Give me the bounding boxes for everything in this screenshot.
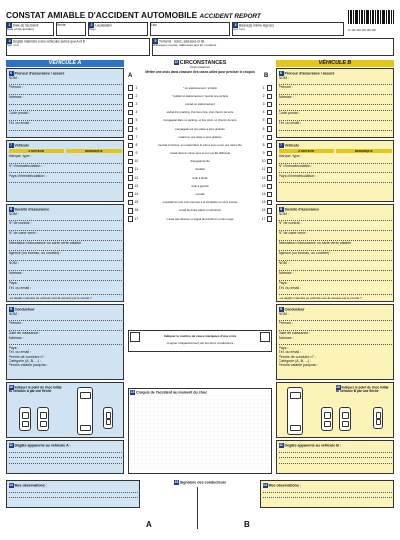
circumstance-row	[128, 141, 272, 149]
field-injuries-options: non / oui	[233, 27, 245, 31]
field-location-label: Localisation	[95, 23, 112, 28]
circumstance-number-right: 16	[261, 208, 266, 213]
vehicle-a-vehicle[interactable]: 7 Véhicule A MOTEUR REMORQUE Marque, type : N° d'immatriculation : Pays d'immatriculation :	[6, 140, 124, 202]
circumstances-list	[128, 84, 272, 223]
circumstance-row	[128, 100, 272, 108]
circumstance-number-right: 12	[261, 175, 266, 180]
circumstance-checkbox-b[interactable]	[267, 175, 272, 180]
field-witnesses-label-en: Witnesses: names, addresses and tel. numbers	[153, 43, 217, 47]
vehicle-b-impact-title: Indiquer le point de choc initial au véhicule B par une flèche	[335, 384, 389, 393]
circumstance-label: * quittait un stationnement / ouvrait une portière	[171, 94, 229, 98]
vehicle-b-license-valid-label: Permis valable jusqu'au :	[278, 363, 319, 368]
vehicle-a-vehicle-title: Véhicule	[14, 142, 30, 147]
vehicle-a-driver-name-label: NOM :	[8, 311, 19, 316]
field-witnesses[interactable]: 5 Témoins : noms, adresses et tél. Witnesses: names, addresses and tel. numbers	[152, 38, 394, 56]
vehicle-b-license-label: Permis de conduire n° :	[278, 354, 316, 359]
vehicle-a-visible-damage[interactable]: 11 Dégâts apparents au véhicule A :	[6, 440, 124, 474]
circumstance-row	[128, 92, 272, 100]
circumstance-checkbox-b[interactable]	[267, 200, 272, 205]
vehicle-b-driver-address-label: Adresse :	[278, 335, 294, 340]
field-place-label: Lieu	[151, 23, 158, 27]
field-injuries-label: Blessé(s) même léger(s)	[239, 23, 274, 28]
circumstance-label: roulait dans le même sens et sur une file différente	[169, 152, 231, 156]
vehicle-a-phone-label: Tél. ou email :	[8, 121, 32, 126]
vehicle-b-make-label: Marque, type :	[278, 153, 302, 158]
barcode	[348, 10, 394, 30]
field-place[interactable]	[150, 22, 230, 36]
circumstance-number-right: 11	[261, 167, 266, 172]
vehicle-a-firstname-label: Prénom :	[8, 85, 24, 90]
circumstance-number-right: 6	[262, 126, 265, 131]
circumstance-row	[128, 125, 272, 133]
circumstance-number-left: 4	[135, 110, 138, 115]
count-box-b[interactable]	[260, 332, 270, 342]
circumstance-number-left: 7	[135, 134, 138, 139]
vehicle-a-greencard-label: N° de carte verte :	[8, 231, 38, 236]
circumstance-number-left: 14	[134, 192, 139, 197]
vehicle-a-agency-phone-label: Tél. ou email :	[8, 285, 32, 290]
field-date-label: Date de l'accident	[13, 23, 39, 28]
vehicle-a-postcode-label: Code postal :	[8, 111, 30, 116]
circumstance-number-right: 5	[262, 118, 265, 123]
vehicle-a-insurer-name-label: NOM :	[8, 211, 19, 216]
circumstance-number-right: 17	[261, 216, 266, 221]
circumstance-row	[128, 84, 272, 92]
vehicle-a-driver-title: Conducteur	[14, 306, 35, 311]
vehicle-a-damage-title: Dégâts apparents au véhicule A :	[14, 442, 71, 447]
vehicle-a-impact-title: Indiquer le point de choc initial au véhicule A par une flèche	[8, 384, 62, 393]
circumstance-row	[128, 133, 272, 141]
circumstance-row	[128, 166, 272, 174]
circumstance-number-right: 2	[262, 93, 265, 98]
vehicle-b-insurer[interactable]: 8 Société d'assurance NOM : N° de contrat : N° de carte verte : Attestation d'assurance ou carte verte valable Agence (ou bureau, ou courtier) : NOM : Adresse : Pays : Tél. ou email : Les dégâts matériels au véhicule sont-ils assurés par le contrat ?	[276, 204, 394, 302]
vehicle-b-insurer-name-label: NOM :	[278, 211, 289, 216]
circumstance-number-right: 14	[261, 192, 266, 197]
circumstance-number-left: 3	[135, 101, 138, 106]
circumstances-instruction: Mettre une croix dans chacune des cases utiles pour préciser le croquis	[145, 70, 255, 74]
circumstance-label: n'avait pas observé un signal de priorité ou un feu rouge	[166, 217, 234, 221]
circumstances-header: 12 CIRCONSTANCES Circumstances	[128, 60, 272, 70]
circumstance-checkbox-b[interactable]	[267, 159, 272, 164]
circumstance-checkbox-b[interactable]	[267, 151, 272, 156]
vehicle-b-driver-country-label: Pays :	[278, 345, 289, 350]
field-time[interactable]	[56, 22, 86, 36]
vehicle-a-car-rear-icon[interactable]	[37, 407, 49, 431]
vehicle-b-agency-country-label: Pays :	[278, 281, 289, 286]
circumstance-checkbox-b[interactable]	[267, 102, 272, 107]
vehicle-b-driver-phone-label: Tél. ou email :	[278, 350, 302, 355]
sign-warning: A signer obligatoirement par les deux conducteurs	[166, 341, 234, 345]
vehicle-a-policyholder[interactable]: 6 Preneur d'assurance / assuré NOM : Prénom : Adresse : Code postal : Tél. ou email :	[6, 68, 124, 138]
circumstance-label: sortait d'un parking, d'un lieu privé, d'un chemin de terre	[166, 111, 234, 115]
circumstance-checkbox-b[interactable]	[267, 143, 272, 148]
vehicle-b-motorbike-icon[interactable]	[373, 407, 383, 429]
field-time-label: Heure	[57, 23, 66, 27]
circumstance-number-right: 15	[261, 200, 266, 205]
vehicle-b-driver-firstname-label: Prénom :	[278, 321, 294, 326]
vehicle-b-greencard-label: N° de carte verte :	[278, 231, 308, 236]
vehicle-b-agency-name-label: NOM :	[278, 261, 289, 266]
vehicle-a-driver[interactable]: 9 Conducteur NOM : Prénom : Date de naissance : Adresse : Pays : Tél. ou email : Permis de conduire n° : Catégorie (A, B, ...) : Permis valable jusqu'au :	[6, 304, 124, 380]
circumstance-number-right: 10	[261, 159, 266, 164]
form-title-en: ACCIDENT REPORT	[199, 13, 261, 20]
vehicle-a-car-top-icon[interactable]	[77, 387, 93, 435]
vehicle-b-phone-label: Tél. ou email :	[278, 121, 302, 126]
vehicle-a-policyholder-title: Preneur d'assurance / assuré	[14, 70, 65, 75]
vehicle-a-category-label: Catégorie (A, B, ...) :	[8, 359, 42, 364]
vehicle-b-address-label: Adresse :	[278, 95, 294, 100]
circumstance-number-right: 4	[262, 110, 265, 115]
circumstance-number-left: 15	[134, 200, 139, 205]
circumstance-checkbox-b[interactable]	[267, 110, 272, 115]
vehicle-b-agency-label: Agence (ou bureau, ou courtier) :	[278, 251, 332, 256]
form-title-fr: CONSTAT AMIABLE D'ACCIDENT AUTOMOBILE	[6, 10, 198, 20]
circumstance-checkbox-b[interactable]	[267, 118, 272, 123]
field-country-label: Pays	[89, 27, 96, 31]
vehicle-b-name-label: NOM :	[278, 75, 289, 80]
sketch-grid	[130, 395, 270, 469]
circumstance-row	[128, 190, 272, 198]
vehicle-a-license-valid-label: Permis valable jusqu'au :	[8, 363, 49, 368]
circumstance-number-right: 1	[262, 85, 265, 90]
vehicle-a-agency-label: Agence (ou bureau, ou courtier) :	[8, 251, 62, 256]
vehicle-b-category-label: Catégorie (A, B, ...) :	[278, 359, 312, 364]
vehicle-a-motorbike-icon[interactable]	[103, 407, 113, 429]
vehicle-a-reg-country-label: Pays d'immatriculation :	[8, 173, 47, 178]
circumstance-label: prenait un stationnement	[185, 102, 215, 106]
circumstance-checkbox-b[interactable]	[267, 184, 272, 189]
circumstance-row	[128, 174, 272, 182]
vehicle-b-impact-point[interactable]: 10 Indiquer le point de choc initial au véhicule B par une flèche	[276, 382, 394, 438]
field-other-damage[interactable]: 4 Dégâts matériels à des véhicules autres que A et B non / oui	[6, 38, 150, 56]
vehicle-a-driver-dob-label: Date de naissance :	[8, 331, 41, 336]
vehicle-b-observations[interactable]: 14 Mes observations :	[260, 480, 394, 508]
circumstance-row	[128, 109, 272, 117]
signature-b-letter: B	[244, 520, 250, 529]
vehicle-b-header: VÉHICULE B	[276, 60, 394, 67]
vehicle-b-motor-label: A MOTEUR	[279, 149, 335, 153]
circumstance-row	[128, 207, 272, 215]
circumstance-number-left: 8	[135, 142, 138, 147]
vehicle-a-license-label: Permis de conduire n° :	[8, 354, 46, 359]
vehicle-b-vehicle-title: Véhicule	[284, 142, 300, 147]
vehicle-a-policy-label: N° de contrat :	[8, 221, 32, 226]
circumstance-label: venait de droite (dans un carrefour)	[179, 209, 221, 213]
vehicle-b-firstname-label: Prénom :	[278, 85, 294, 90]
vehicle-b-driver[interactable]: 9 Conducteur NOM : Prénom : Date de naissance : Adresse : Pays : Tél. ou email : Permis de conduire n° : Catégorie (A, B, ...) : Permis valable jusqu'au :	[276, 304, 394, 380]
field-witnesses-label: Témoins : noms, adresses et tél.	[159, 39, 206, 44]
field-location[interactable]: 2 Localisation Pays	[88, 22, 148, 36]
circumstance-number-left: 13	[134, 183, 139, 188]
circumstance-checkbox-b[interactable]	[267, 167, 272, 172]
vehicle-b-policyholder[interactable]: 6 Preneur d'assurance / assuré NOM : Prénom : Adresse : Code postal : Tél. ou email :	[276, 68, 394, 138]
vehicle-a-observations-title: Mes observations :	[14, 482, 48, 487]
circumstance-number-left: 10	[134, 159, 139, 164]
vehicle-a-motor-label: A MOTEUR	[9, 149, 65, 153]
vehicle-b-insurer-title: Société d'assurance	[284, 206, 320, 211]
circumstance-number-right: 3	[262, 101, 265, 106]
circumstances-col-b-letter: B	[264, 73, 269, 79]
circumstance-checkbox-b[interactable]	[267, 216, 272, 221]
circumstance-checkbox-b[interactable]	[267, 85, 272, 90]
circumstances-title: CIRCONSTANCES	[179, 60, 227, 66]
signatures: 15 Signature des conducteurs	[142, 480, 258, 540]
circumstance-number-left: 17	[134, 216, 139, 221]
signature-a-letter: A	[146, 520, 152, 529]
circumstance-number-left: 11	[134, 167, 139, 172]
circumstance-label: roulait sur une place à sens giratoire	[178, 135, 222, 139]
circumstance-number-left: 1	[135, 85, 138, 90]
vehicle-b-trailer-label: REMORQUE	[336, 149, 392, 153]
vehicle-a-impact-point[interactable]: 10 Indiquer le point de choc initial au véhicule A par une flèche	[6, 382, 124, 438]
circumstance-number-left: 2	[135, 93, 138, 98]
circumstance-number-right: 9	[262, 151, 265, 156]
vehicle-b-damage-title: Dégâts apparents au véhicule B :	[284, 442, 342, 447]
vehicle-a-header: VÉHICULE A	[6, 60, 124, 67]
vehicle-a-driver-address-label: Adresse :	[8, 335, 24, 340]
barcode-code: IC 100 100 100 100 100	[348, 29, 376, 32]
vehicle-b-vehicle[interactable]: 7 Véhicule A MOTEUR REMORQUE Marque, type : N° d'immatriculation : Pays d'immatriculation :	[276, 140, 394, 202]
circumstances-col-a-letter: A	[128, 73, 133, 79]
field-date-label-en: Date of the accident	[7, 27, 34, 31]
vehicle-a-trailer-label: REMORQUE	[66, 149, 122, 153]
field-date[interactable]: 1 Date de l'accident Date of the accident	[6, 22, 54, 36]
vehicle-b-agency-address-label: Adresse :	[278, 271, 294, 276]
circumstance-row	[128, 215, 272, 223]
circumstance-checkbox-b[interactable]	[267, 192, 272, 197]
circumstances-subtitle: Circumstances	[190, 65, 210, 69]
circumstance-label: s'engageait sur une place à sens giratoire	[175, 127, 225, 131]
circumstance-label: doublait	[195, 168, 205, 172]
circumstance-checkbox-b[interactable]	[267, 208, 272, 213]
circumstance-label: virait à gauche	[191, 184, 209, 188]
accident-sketch[interactable]: 13 Croquis de l'accident au moment du choc	[128, 388, 272, 474]
vehicle-b-driver-title: Conducteur	[284, 306, 305, 311]
field-injuries[interactable]: 3 Blessé(s) même léger(s) non / oui	[232, 22, 344, 36]
vehicle-b-policy-label: N° de contrat :	[278, 221, 302, 226]
vehicle-b-driver-name-label: NOM :	[278, 311, 289, 316]
circumstance-number-left: 6	[135, 126, 138, 131]
vehicle-b-agency-phone-label: Tél. ou email :	[278, 285, 302, 290]
vehicle-b-reg-country-label: Pays d'immatriculation :	[278, 173, 317, 178]
vehicle-b-policyholder-title: Preneur d'assurance / assuré	[284, 70, 335, 75]
vehicle-a-insurer[interactable]: 8 Société d'assurance NOM : N° de contrat : N° de carte verte : Attestation d'assurance ou carte verte valable Agence (ou bureau, ou courtier) : NOM : Adresse : Pays : Tél. ou email : Les dégâts matériels au véhicule sont-ils assurés par le contrat ?	[6, 204, 124, 302]
circumstance-number-left: 9	[135, 151, 138, 156]
vehicle-b-car-rear-icon[interactable]	[339, 407, 351, 431]
form-title	[6, 10, 266, 20]
vehicle-b-car-top-icon[interactable]	[287, 387, 303, 435]
circumstance-row	[128, 158, 272, 166]
vehicle-b-postcode-label: Code postal :	[278, 111, 300, 116]
circumstance-number-left: 5	[135, 118, 138, 123]
vehicle-b-damage-question: Les dégâts matériels au véhicule sont-ils assurés par le contrat ?	[278, 295, 362, 300]
circumstance-checkbox-b[interactable]	[267, 135, 272, 140]
field-other-damage-label: Dégâts matériels à des véhicules autres que A et B	[13, 39, 85, 44]
vehicle-a-driver-firstname-label: Prénom :	[8, 321, 24, 326]
circumstance-checkbox-b[interactable]	[267, 126, 272, 131]
vehicle-a-agency-address-label: Adresse :	[8, 271, 24, 276]
vehicle-a-driver-phone-label: Tél. ou email :	[8, 350, 32, 355]
circumstance-row	[128, 182, 272, 190]
circumstance-label: * en stationnement / à l'arrêt	[183, 86, 217, 90]
vehicle-a-reg-label: N° d'immatriculation :	[8, 163, 43, 168]
vehicle-b-driver-dob-label: Date de naissance :	[278, 331, 311, 336]
circumstance-label: heurtait à l'arrière, en roulant dans le même sens et sur une même file	[158, 143, 242, 147]
vehicle-a-observations[interactable]: 14 Mes observations :	[6, 480, 140, 508]
circumstance-label: reculait	[195, 193, 205, 197]
vehicle-a-validity-label: Attestation d'assurance ou carte verte valable	[8, 241, 82, 246]
sketch-title: Croquis de l'accident au moment du choc	[136, 390, 208, 395]
circumstance-number-right: 8	[262, 142, 265, 147]
circumstance-checkbox-b[interactable]	[267, 94, 272, 99]
vehicle-a-car-front-icon[interactable]	[19, 407, 31, 431]
signatures-title: Signature des conducteurs	[179, 480, 227, 485]
circumstance-row	[128, 117, 272, 125]
barcode-graphic	[348, 10, 394, 24]
circumstance-number-left: 16	[134, 208, 139, 213]
vehicle-b-validity-label: Attestation d'assurance ou carte verte valable	[278, 241, 352, 246]
circumstance-row	[128, 150, 272, 158]
vehicle-b-visible-damage[interactable]: 11 Dégâts apparents au véhicule B :	[276, 440, 394, 474]
count-box-a[interactable]	[130, 332, 140, 342]
count-label: Indiquer le nombre de cases marquées d'une croix	[163, 334, 237, 339]
vehicle-a-make-label: Marque, type :	[8, 153, 32, 158]
vehicle-a-driver-country-label: Pays :	[8, 345, 19, 350]
field-other-damage-options: non / oui	[7, 43, 19, 47]
vehicle-b-reg-label: N° d'immatriculation :	[278, 163, 313, 168]
circumstance-row	[128, 199, 272, 207]
circumstance-label: virait à droite	[192, 176, 208, 180]
circumstance-number-right: 7	[262, 134, 265, 139]
vehicle-a-name-label: NOM :	[8, 75, 19, 80]
vehicle-b-car-front-icon[interactable]	[321, 407, 333, 431]
circumstance-label: s'engageait dans un parking, un lieu privé, un chemin de terre	[163, 119, 237, 123]
vehicle-a-address-label: Adresse :	[8, 95, 24, 100]
circumstance-label: changeait de file	[190, 160, 210, 164]
circumstance-number-left: 12	[134, 175, 139, 180]
circumstance-number-right: 13	[261, 183, 266, 188]
vehicle-b-observations-title: Mes observations :	[268, 482, 302, 487]
vehicle-a-insurer-title: Société d'assurance	[14, 206, 50, 211]
circumstances-count[interactable]	[128, 330, 272, 352]
vehicle-a-agency-country-label: Pays :	[8, 281, 19, 286]
vehicle-a-agency-name-label: NOM :	[8, 261, 19, 266]
circumstance-label: empiétait sur une voie réservée à la circulation en sens inverse	[162, 201, 238, 205]
vehicle-a-damage-question: Les dégâts matériels au véhicule sont-ils assurés par le contrat ?	[8, 295, 92, 300]
